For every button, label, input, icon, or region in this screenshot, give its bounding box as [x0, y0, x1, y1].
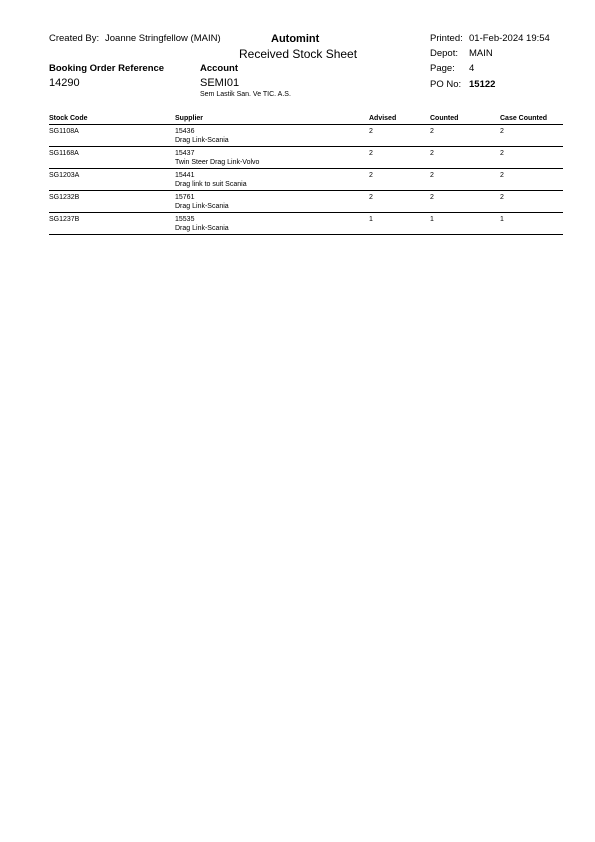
printed-value: 01-Feb-2024 19:54 [469, 33, 550, 44]
account-name: Sem Lastik San. Ve TIC. A.S. [200, 91, 291, 98]
po-label: PO No: [430, 79, 462, 90]
col-header-supplier: Supplier [175, 115, 204, 122]
case-counted-qty: 2 [500, 194, 504, 201]
company-name: Automint [271, 33, 320, 45]
row-divider [49, 168, 563, 169]
po-value: 15122 [469, 79, 496, 90]
depot-value: MAIN [469, 48, 493, 59]
supplier-code: 15437 [175, 150, 195, 157]
account-value: SEMI01 [200, 77, 240, 89]
item-description: Drag Link-Scania [175, 203, 229, 210]
supplier-code: 15535 [175, 216, 195, 223]
booking-ref-label: Booking Order Reference [49, 63, 165, 74]
col-header-case-counted: Case Counted [500, 115, 548, 122]
header-divider [49, 124, 563, 125]
counted-qty: 2 [430, 150, 434, 157]
page-value: 4 [469, 63, 475, 74]
created-by-value: Joanne Stringfellow (MAIN) [105, 33, 221, 44]
advised-qty: 2 [369, 128, 373, 135]
supplier-code: 15761 [175, 194, 195, 201]
counted-qty: 2 [430, 128, 434, 135]
booking-ref-value: 14290 [49, 77, 80, 89]
supplier-code: 15436 [175, 128, 195, 135]
row-divider [49, 190, 563, 191]
col-header-stock-code: Stock Code [49, 115, 88, 122]
printed-label: Printed: [430, 33, 463, 44]
advised-qty: 2 [369, 172, 373, 179]
row-divider [49, 212, 563, 213]
col-header-advised: Advised [369, 115, 397, 122]
item-description: Drag Link-Scania [175, 225, 229, 232]
advised-qty: 1 [369, 216, 373, 223]
page-label: Page: [430, 63, 455, 74]
created-by-label: Created By: [49, 33, 100, 44]
stock-code: SG1232B [49, 194, 80, 201]
advised-qty: 2 [369, 194, 373, 201]
case-counted-qty: 2 [500, 150, 504, 157]
counted-qty: 2 [430, 194, 434, 201]
counted-qty: 1 [430, 216, 434, 223]
counted-qty: 2 [430, 172, 434, 179]
stock-code: SG1168A [49, 150, 79, 157]
col-header-counted: Counted [430, 115, 459, 122]
item-description: Drag Link-Scania [175, 137, 229, 144]
sheet-title: Received Stock Sheet [239, 47, 358, 61]
case-counted-qty: 2 [500, 172, 504, 179]
item-description: Twin Steer Drag Link-Volvo [175, 159, 260, 166]
supplier-code: 15441 [175, 172, 195, 179]
advised-qty: 2 [369, 150, 373, 157]
stock-code: SG1237B [49, 216, 80, 223]
stock-code: SG1108A [49, 128, 79, 135]
row-divider [49, 234, 563, 235]
case-counted-qty: 2 [500, 128, 504, 135]
stock-code: SG1203A [49, 172, 80, 179]
case-counted-qty: 1 [500, 216, 504, 223]
row-divider [49, 146, 563, 147]
account-label: Account [200, 63, 238, 74]
depot-label: Depot: [430, 48, 458, 59]
item-description: Drag link to suit Scania [175, 181, 247, 188]
